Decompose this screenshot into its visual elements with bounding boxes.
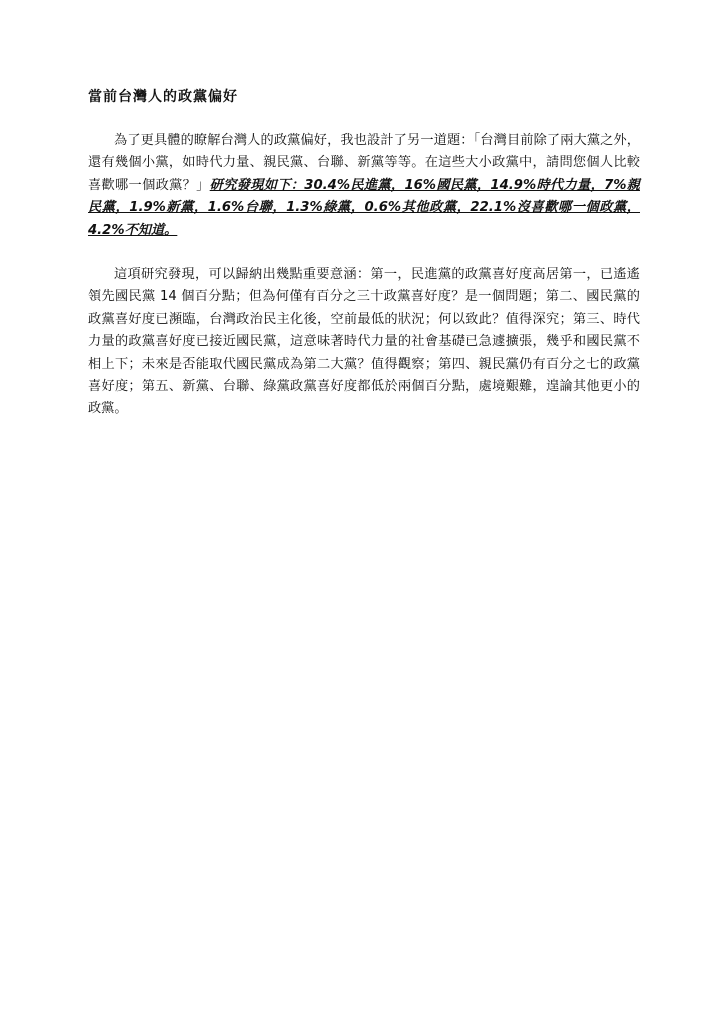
survey-question-text: 為了更具體的瞭解台灣人的政黨偏好，我也設計了另一道題：「台灣目前除了兩大黨之外，還有幾個小黨，如時代力量、親民黨、台聯、新黨等等。在這些大小政黨中，請問您個人比較喜歡哪一個政黨？」 [88,133,640,193]
document-title: 當前台灣人的政黨偏好 [88,89,238,105]
document-page [88,86,640,421]
paragraph-analysis: 這項研究發現，可以歸納出幾點重要意涵：第一，民進黨的政黨喜好度高居第一，已遙遙領先國民黨 14 個百分點；但為何僅有百分之三十政黨喜好度？是一個問題；第二、國民黨的政黨喜好度已瀕臨，台灣政治民主化後，空前最低的狀況；何以致此？值得深究；第三、時代力量的政黨喜好度已接近國民黨，這意味著時代力量的社會基礎已急遽擴張，幾乎和國民黨不相上下；未來是否能取代國民黨成為第二大黨？值得觀察；第四、親民黨仍有百分之七的政黨喜好度；第五、新黨、台聯、綠黨政黨喜好度都低於兩個百分點，處境艱難，遑論其他更小的政黨。 [88,267,640,417]
survey-results-emphasis: 研究發現如下：30.4%民進黨，16%國民黨，14.9%時代力量，7%親民黨，1.9%新黨，1.6%台聯，1.3%綠黨，0.6%其他政黨，22.1%沒喜歡哪一個政黨，4.2%不知道。 [88,177,640,238]
paragraph-survey-question [88,130,640,242]
